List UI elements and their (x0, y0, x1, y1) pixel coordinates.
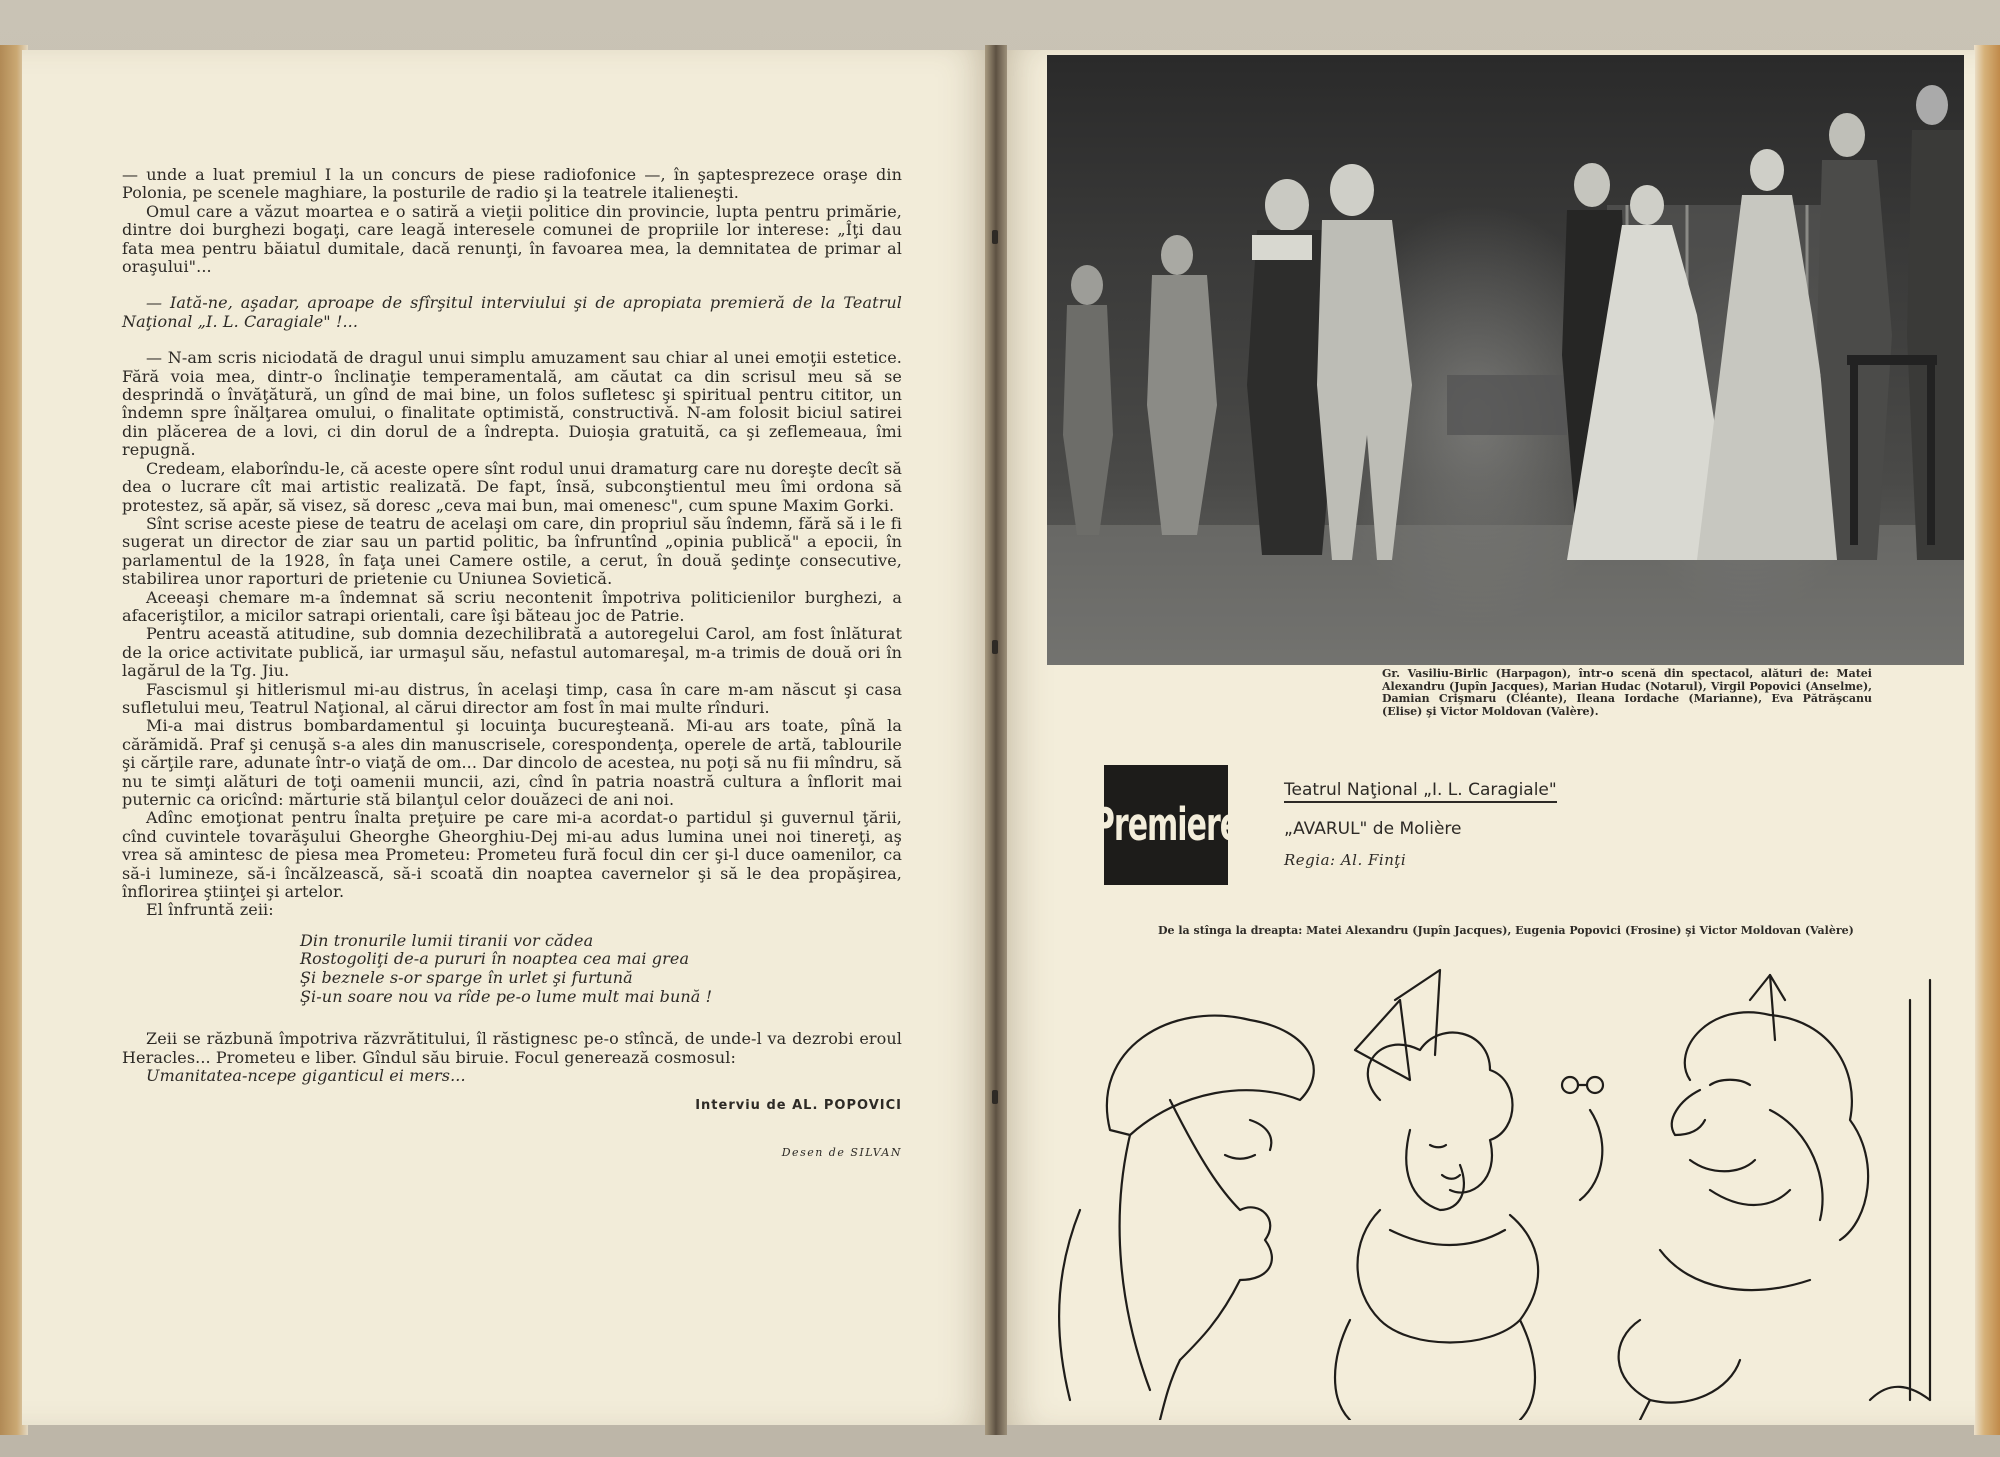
paragraph: Pentru această atitudine, sub domnia dezechilibrată a autoregelui Carol, am fost înlăturat de la orice activitate publică, iar urmaşul său, nefastul automareşal, m-a trimis de două ori în lagărul de la Tg. Jiu. (122, 624, 902, 681)
poem-excerpt (300, 932, 902, 1006)
theatre-name: Teatrul Naţional „I. L. Caragiale" (1284, 780, 1557, 803)
drawing-credit: Desen de SILVAN (781, 1145, 902, 1159)
drawing-caption: De la stînga la dreapta: Matei Alexandru (Jupîn Jacques), Eugenia Popovici (Frosine) şi Victor Moldovan (Valère) (1158, 924, 1854, 937)
binding-stitch (992, 230, 998, 244)
poem-line: Rostogoliţi de-a pururi în noaptea cea mai grea (300, 949, 690, 969)
book-gutter (985, 45, 1007, 1435)
binding-stitch (992, 640, 998, 654)
stage-scene-illustration (1047, 55, 1964, 665)
paragraph: Omul care a văzut moartea e o satiră a vieţii politice din provincie, lupta pentru primărie, dintre doi burghezi bogaţi, care leagă interesele comunei de propriile lor interese: „Îţi dau fata mea pentru băiatul dumitale, dacă renunţi, în favoarea mea, la demnitatea de primar al oraşului"... (122, 201, 902, 277)
paragraph: El înfruntă zeii: (146, 900, 274, 920)
book-cover-edge-right (1974, 45, 2000, 1435)
byline: Interviu de AL. POPOVICI (695, 1098, 902, 1114)
poem-line: Din tronurile lumii tiranii vor cădea (300, 930, 594, 950)
binding-stitch (992, 1090, 998, 1104)
premiere-label: Premiere (1092, 798, 1240, 852)
paragraph: Zeii se răzbună împotriva răzvrătitului, îl răstignesc pe-o stîncă, de unde-l va dezrobi eroul Heracles... Prometeu e liber. Gîndul său biruie. Focul generează cosmosul: (122, 1029, 902, 1067)
interview-article (122, 166, 902, 1162)
paragraph: Mi-a mai distrus bombardamentul şi locuinţa bucureşteană. Mi-au ars toate, pînă la cărămidă. Praf şi cenuşă s-a ales din manuscrisele, corespondenţa, operele de artă, tablourile şi cărţile rare, adunate într-o viaţă de om... Dar dincolo de acestea, nu poţi să nu fii mîndru, să nu te simţi alături de toţi oamenii muncii, azi, cînd în patria noastră cultura a înflorit mai puternic ca oricînd: mărturie stă bilanţul celor douăzeci de ani noi. (122, 716, 902, 809)
paragraph: Aceeaşi chemare m-a îndemnat să scriu necontenit împotriva politicienilor burghezi, a afaceriştilor, a micilor satrapi orientali, care îşi băteau joc de Patrie. (122, 587, 902, 625)
poem-line: Şi-un soare nou va rîde pe-o lume mult mai bună ! (300, 986, 713, 1006)
paragraph: — unde a luat premiul I la un concurs de piese radiofonice —, în şaptesprezece oraşe din Polonia, pe scenele maghiare, la posturile de radio şi la teatrele italieneşti. (122, 165, 902, 203)
closing-quote: Umanitatea-ncepe giganticul ei mers... (146, 1066, 466, 1086)
play-title: „AVARUL" de Molière (1284, 819, 1462, 839)
stage-photograph (1047, 55, 1964, 665)
caricature-drawing (1050, 960, 1960, 1420)
interview-question: — Iată-ne, aşadar, aproape de sfîrşitul interviului şi de apropiata premieră de la Teatrul Naţional „I. L. Caragiale" !... (122, 293, 902, 331)
photo-caption: Gr. Vasiliu-Birlic (Harpagon), într-o scenă din spectacol, alături de: Matei Alexandru (Jupîn Jacques), Marian Hudac (Notarul), Virgil Popovici (Anselme), Damian Crişmaru (Cléante), Ileana Iordache (Marianne), Eva Pătrăşcanu (Elise) şi Victor Moldovan (Valère). (1382, 667, 1872, 718)
director-credit: Regia: Al. Finţi (1284, 851, 1407, 869)
paragraph: Fascismul şi hitlerismul mi-au distrus, în acelaşi timp, casa în care m-am născut şi casa sufletului meu, Teatrul Naţional, al cărui director am fost în mai multe rînduri. (122, 679, 902, 717)
poem-line: Şi beznele s-or sparge în urlet şi furtună (300, 968, 633, 988)
paragraph: Credeam, elaborîndu-le, că aceste opere sînt rodul unui dramaturg care nu doreşte decît să dea o lucrare cît mai artistic realizată. De fapt, însă, subconştientul meu îmi ordona să protestez, să apăr, să visez, să doresc „ceva mai bun, mai omenesc", cum spune Maxim Gorki. (122, 458, 902, 515)
premiere-label-box (1092, 765, 1240, 885)
paragraph: Sînt scrise aceste piese de teatru de acelaşi om care, din propriul său îndemn, fără să i le fi sugerat un director de ziar sau un partid politic, ba înfruntînd „opinia publică" a epocii, în parlamentul de la 1928, în faţa unei Camere ostile, a cerut, în două şedinţe consecutive, stabilirea unor raporturi de prietenie cu Uniunea Sovietică. (122, 513, 902, 589)
paragraph: Adînc emoţionat pentru înalta preţuire pe care mi-a acordat-o partidul şi guvernul ţării, cînd cuvintele tovarăşului Gheorghe Gheorghiu-Dej mi-au adus lumina unei noi tinereţi, aş vrea să amintesc de piesa mea Prometeu: Prometeu fură focul din cer şi-l duce oamenilor, ca să-i lumineze, să-i încălzească, să-i scoată din noaptea cavernelor şi să le dea propăşirea, înflorirea ştiinţei şi artelor. (122, 808, 902, 902)
paragraph: — N-am scris niciodată de dragul unui simplu amuzament sau chiar al unei emoţii estetice. Fără voia mea, dintr-o înclinaţie temperamentală, am căutat ca din scrisul meu să se desprindă o învăţătură, un gînd de mai bine, un folos sufletesc şi spiritual pentru cititor, un îndemn spre înălţarea omului, o finalitate optimistă, constructivă. N-am folosit biciul satirei din plăcerea de a lovi, ci din dorul de a îndrepta. Duioşia gratuită, ca şi zeflemeaua, îmi repugnă. (122, 348, 902, 460)
